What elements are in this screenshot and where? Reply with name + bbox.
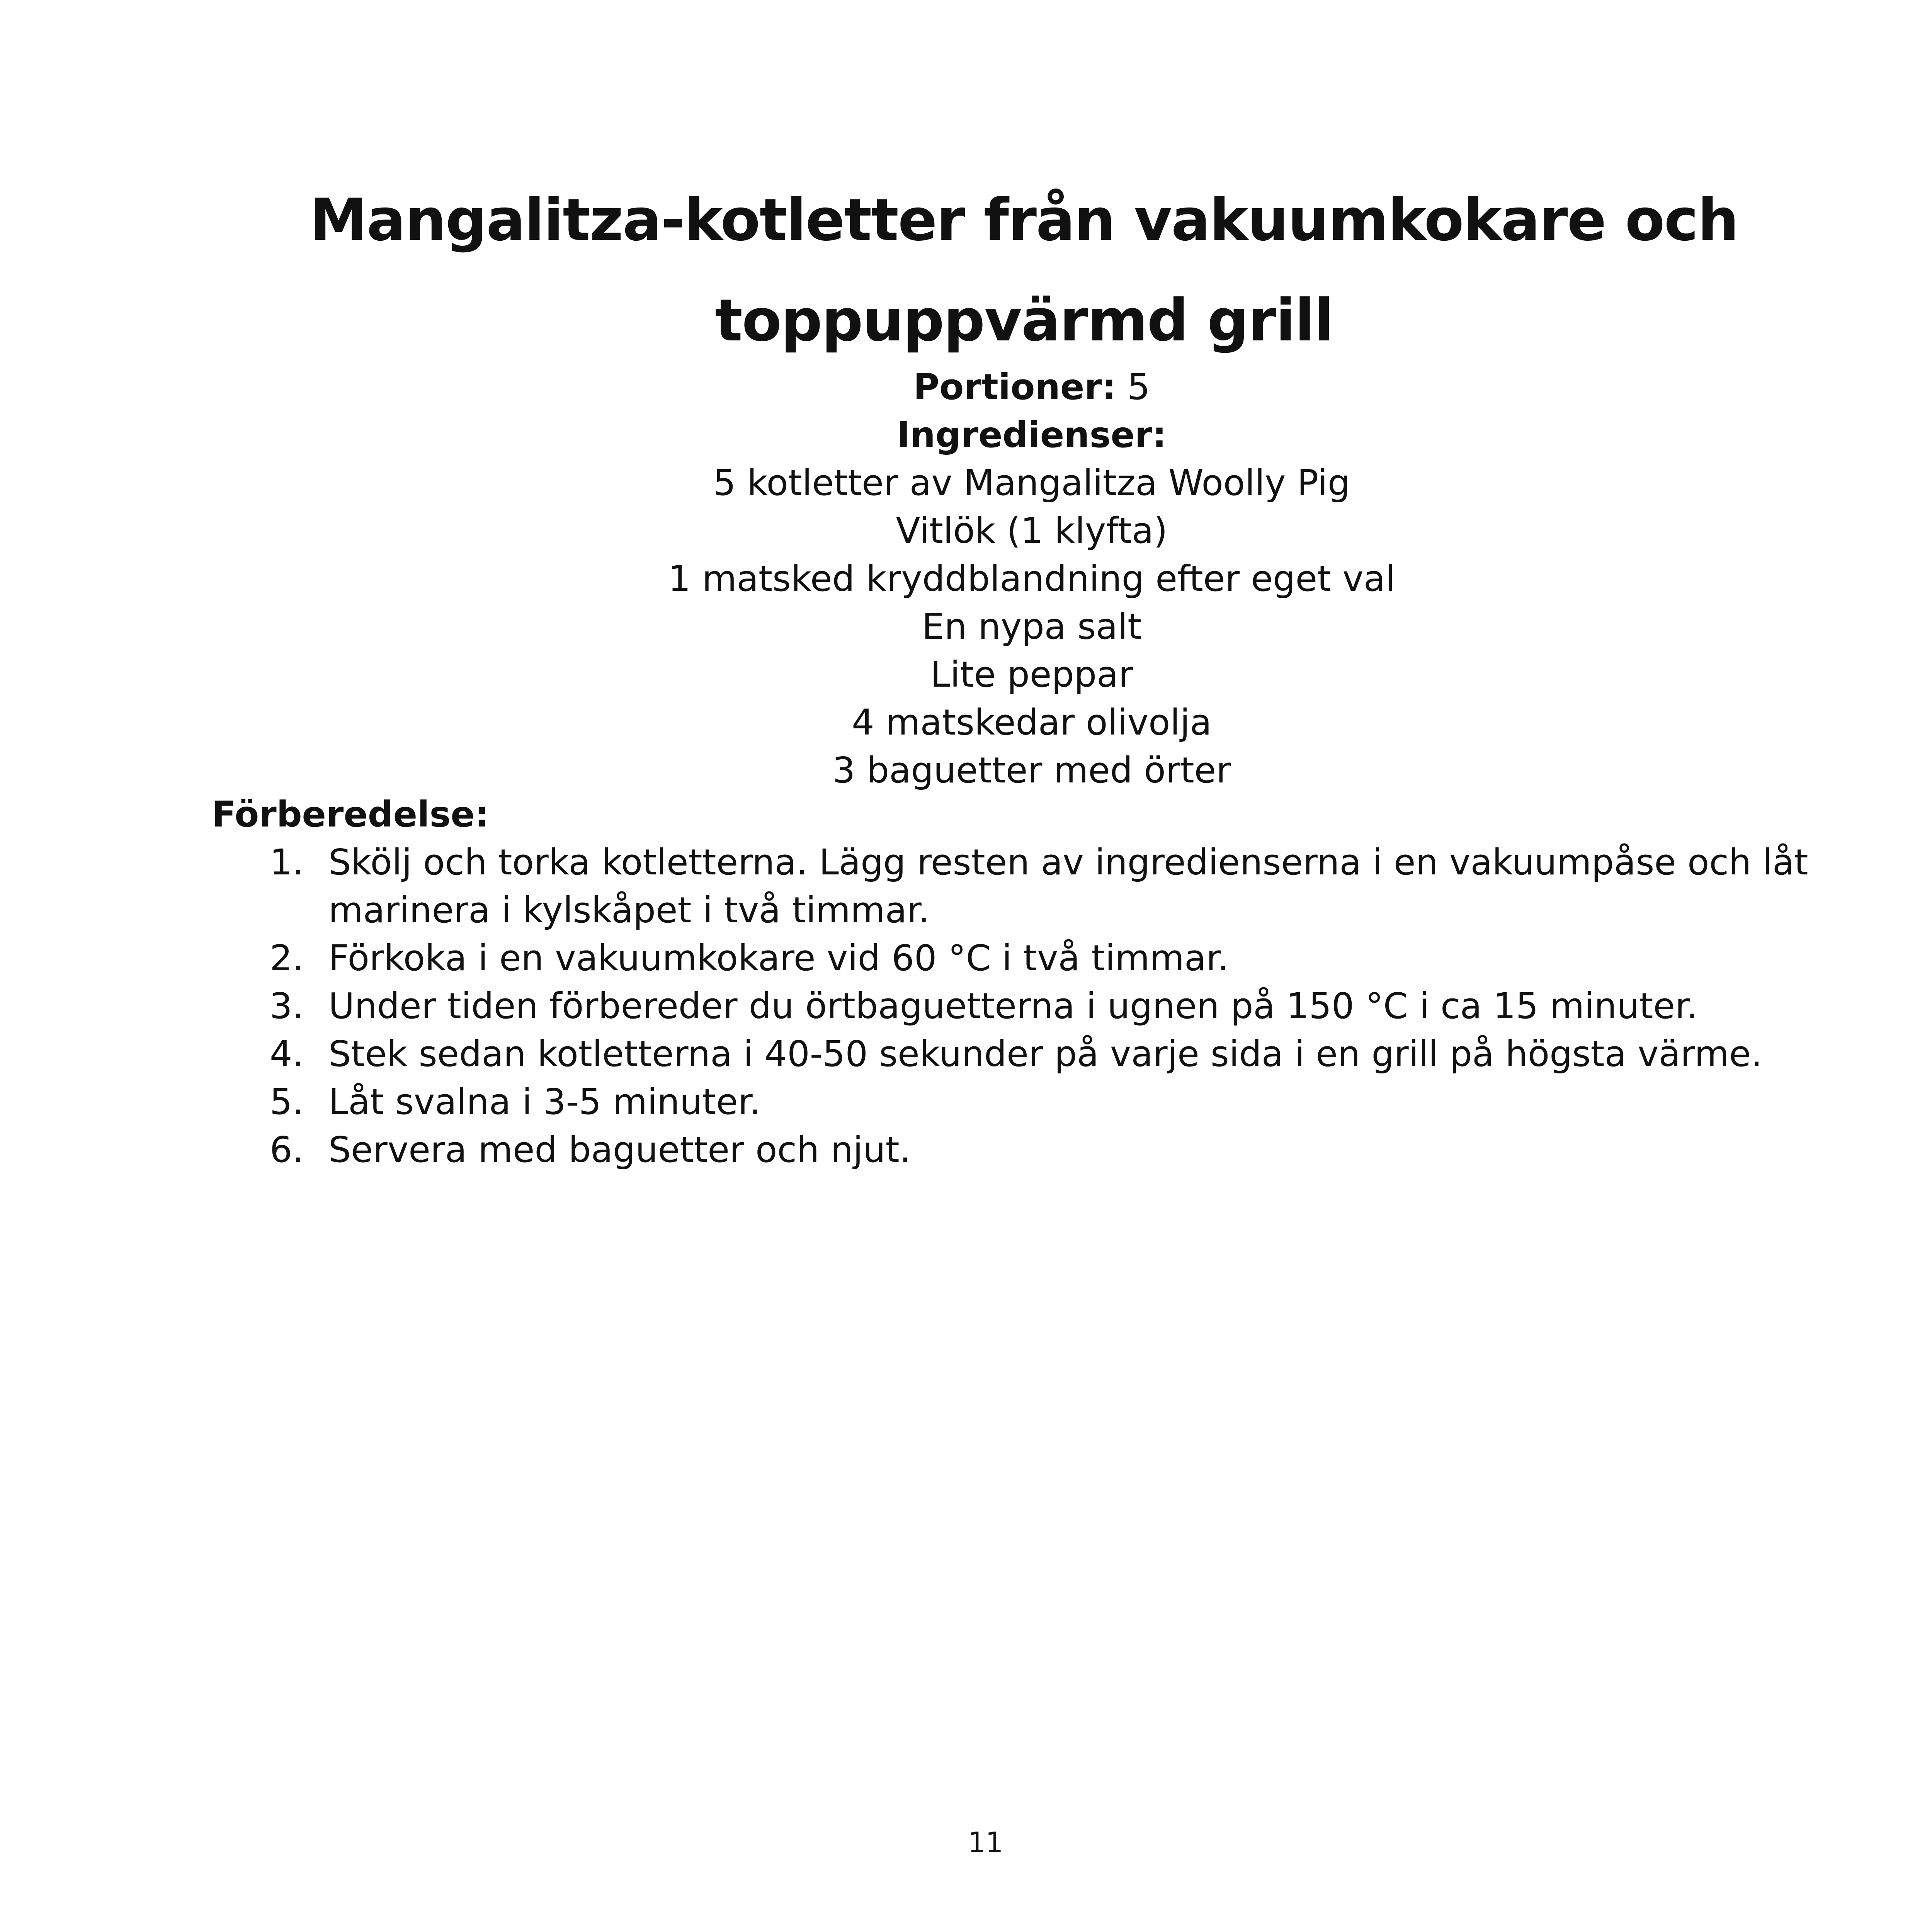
step-text: Stek sedan kotletterna i 40-50 sekunder på varje sida i en grill på högsta värme. [328,1033,1762,1075]
ingredients-label: Ingredienser: [897,414,1167,456]
ingredient-item: 3 baguetter med örter [832,750,1231,791]
servings-value: 5 [1127,366,1150,408]
step-number: 4. [270,1033,304,1075]
ingredient-item: En nypa salt [922,606,1142,647]
preparation-step [212,1126,1873,1174]
preparation-step [212,982,1873,1030]
ingredient-item: 5 kotletter av Mangalitza Woolly Pig [713,462,1350,503]
page-number: 11 [968,1826,1003,1859]
ingredient-item: 4 matskedar olivolja [852,702,1212,743]
preparation-step [212,838,1873,934]
preparation-step [212,934,1873,982]
ingredient-item: Vitlök (1 klyfta) [896,510,1168,551]
step-number: 5. [270,1081,304,1122]
servings-line [386,363,1677,411]
ingredient-item: Lite peppar [930,654,1133,695]
step-text: Skölj och torka kotletterna. Lägg resten av ingredienserna i en vakuumpåse och låt marinera i kylskåpet i två timmar. [328,842,1808,931]
step-number: 2. [270,937,304,979]
preparation-heading: Förberedelse: [212,794,489,835]
step-number: 1. [270,842,304,883]
preparation-step [212,1078,1873,1126]
ingredient-item: 1 matsked kryddblandning efter eget val [668,558,1395,599]
recipe-title: Mangalitza-kotletter från vakuumkokare och toppuppvärmd grill [310,187,1738,354]
step-text: Servera med baguetter och njut. [328,1129,911,1170]
recipe-summary [386,363,1677,794]
step-number: 3. [270,985,304,1027]
step-text: Förkoka i en vakuumkokare vid 60 °C i två timmar. [328,937,1229,979]
preparation-steps [212,838,1873,1174]
step-number: 6. [270,1129,304,1170]
preparation-step [212,1030,1873,1078]
servings-label: Portioner: [913,366,1116,408]
step-text: Låt svalna i 3-5 minuter. [328,1081,761,1122]
step-text: Under tiden förbereder du örtbaguetterna i ugnen på 150 °C i ca 15 minuter. [328,985,1698,1027]
